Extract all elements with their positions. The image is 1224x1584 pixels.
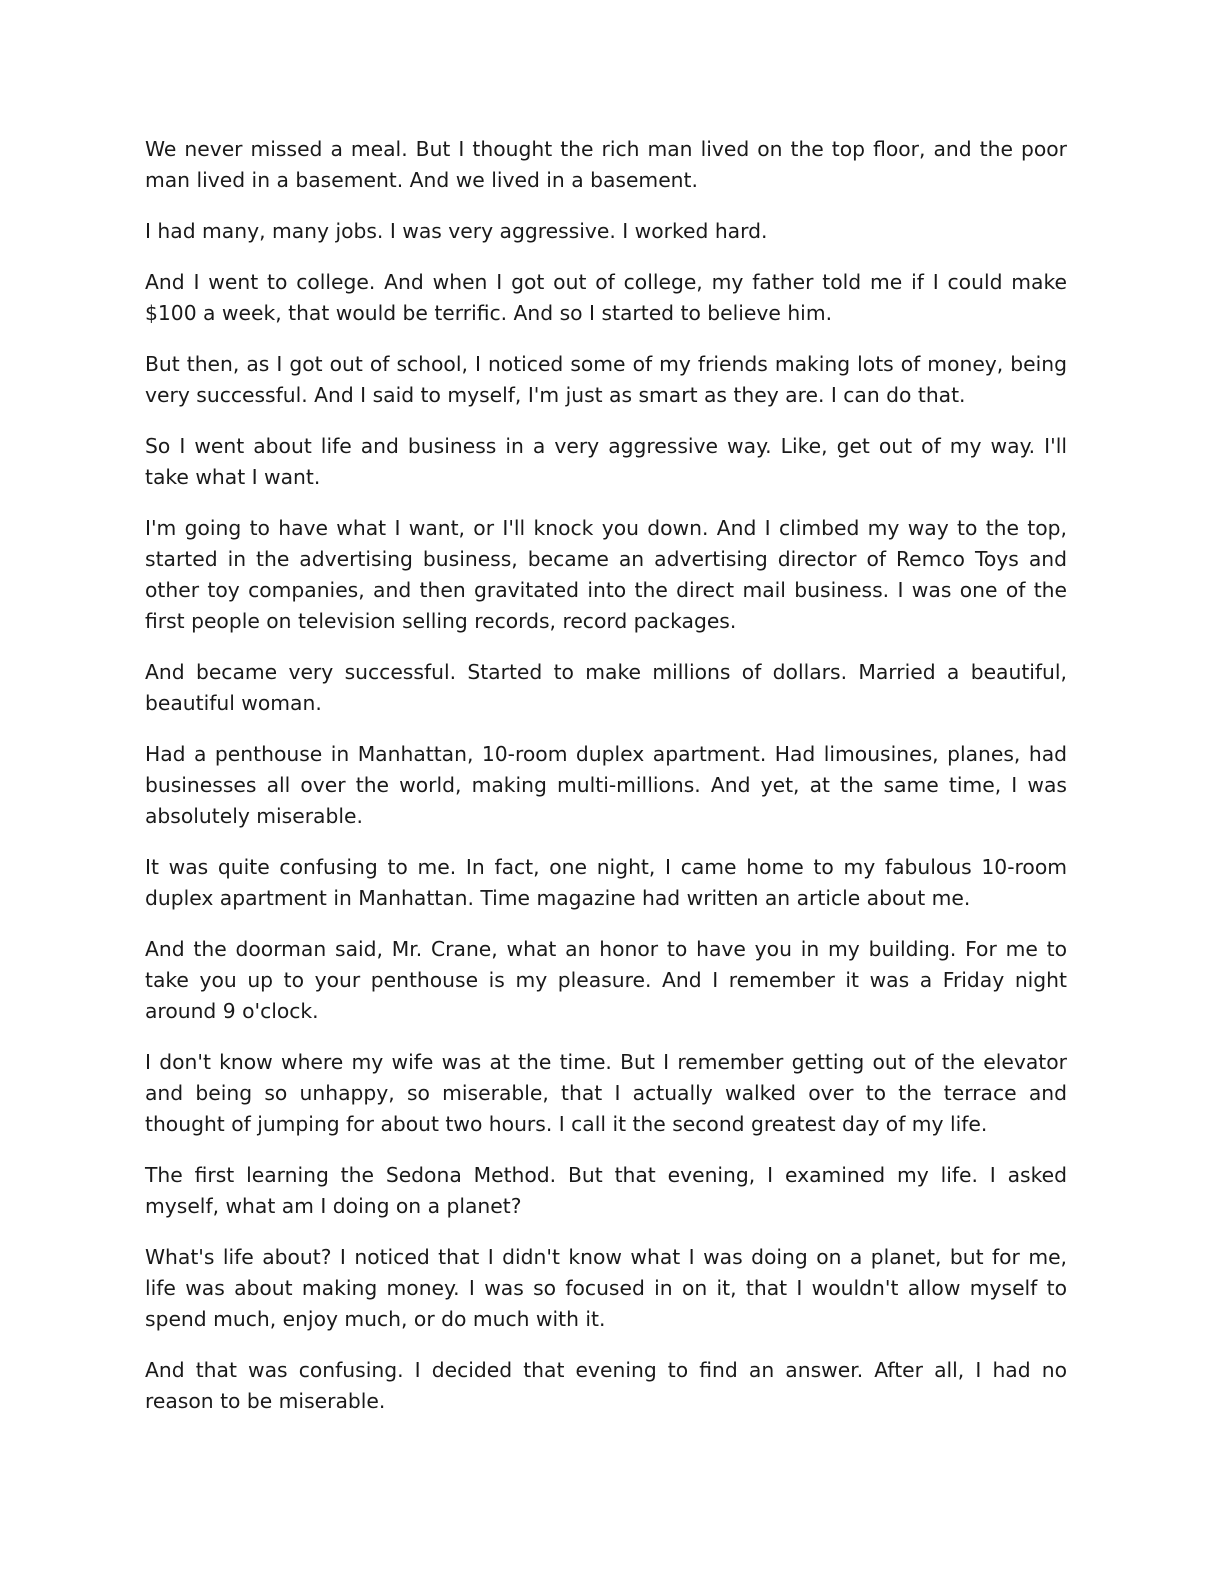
paragraph-6: I'm going to have what I want, or I'll knock you down. And I climbed my way to the top, started in the advertising business, became an advertising director of Remco Toys and other toy companies, and then gravitated into the direct mail business. I was one of the first people on television selling records, record packages. bbox=[145, 516, 1067, 633]
paragraph-2: I had many, many jobs. I was very aggressive. I worked hard. bbox=[145, 219, 768, 243]
paragraph-10: And the doorman said, Mr. Crane, what an honor to have you in my building. For me to take you up to your penthouse is my pleasure. And I remember it was a Friday night around 9 o'clock. bbox=[145, 937, 1067, 1023]
document-page bbox=[145, 134, 1067, 1534]
paragraph-7: And became very successful. Started to make millions of dollars. Married a beautiful, beautiful woman. bbox=[145, 660, 1067, 715]
paragraph-1: We never missed a meal. But I thought the rich man lived on the top floor, and the poor man lived in a basement. And we lived in a basement. bbox=[145, 137, 1067, 192]
paragraph-4: But then, as I got out of school, I noticed some of my friends making lots of money, being very successful. And I said to myself, I'm just as smart as they are. I can do that. bbox=[145, 352, 1067, 407]
paragraph-11: I don't know where my wife was at the time. But I remember getting out of the elevator and being so unhappy, so miserable, that I actually walked over to the terrace and thought of jumping for about two hours. I call it the second greatest day of my life. bbox=[145, 1050, 1067, 1136]
paragraph-3: And I went to college. And when I got out of college, my father told me if I could make $100 a week, that would be terrific. And so I started to believe him. bbox=[145, 270, 1067, 325]
paragraph-9: It was quite confusing to me. In fact, one night, I came home to my fabulous 10-room duplex apartment in Manhattan. Time magazine had written an article about me. bbox=[145, 855, 1067, 910]
paragraph-14: And that was confusing. I decided that evening to find an answer. After all, I had no reason to be miserable. bbox=[145, 1358, 1067, 1413]
paragraph-13: What's life about? I noticed that I didn't know what I was doing on a planet, but for me, life was about making money. I was so focused in on it, that I wouldn't allow myself to spend much, enjoy much, or do much with it. bbox=[145, 1245, 1067, 1331]
paragraph-12: The first learning the Sedona Method. But that evening, I examined my life. I asked myself, what am I doing on a planet? bbox=[145, 1163, 1067, 1218]
paragraph-8: Had a penthouse in Manhattan, 10-room duplex apartment. Had limousines, planes, had businesses all over the world, making multi-millions. And yet, at the same time, I was absolutely miserable. bbox=[145, 742, 1067, 828]
paragraph-5: So I went about life and business in a very aggressive way. Like, get out of my way. I'll take what I want. bbox=[145, 434, 1067, 489]
